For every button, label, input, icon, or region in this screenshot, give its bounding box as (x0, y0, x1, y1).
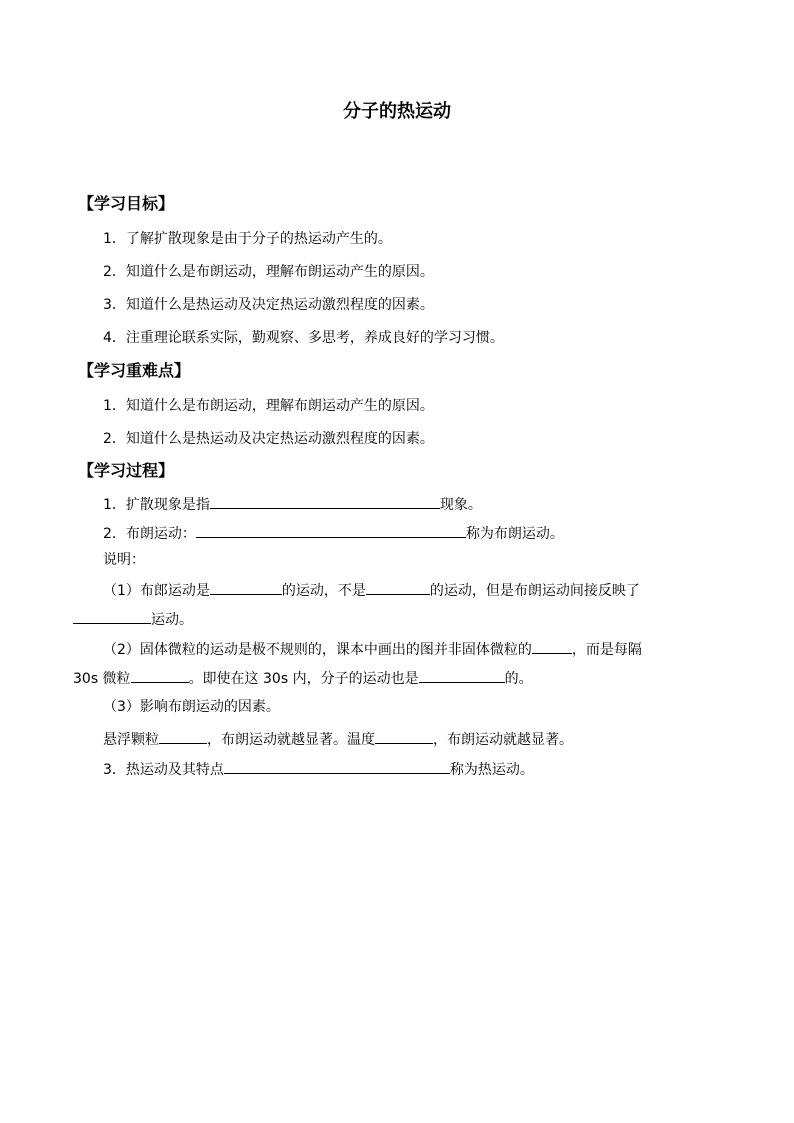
note-text: （1）布郎运动是 (103, 583, 210, 599)
answer-blank[interactable] (224, 758, 450, 774)
answer-blank[interactable] (210, 493, 440, 509)
note-1-line-2 (73, 608, 193, 630)
key-point-item: 2．知道什么是热运动及决定热运动激烈程度的因素。 (103, 431, 434, 447)
note-text: ，而是每隔 (571, 642, 642, 658)
key-point-item: 1．知道什么是布朗运动，理解布朗运动产生的原因。 (103, 398, 434, 414)
answer-blank[interactable] (196, 522, 466, 538)
note-3-detail (103, 728, 573, 750)
note-text: ，布朗运动就越显著。温度 (207, 732, 375, 748)
answer-blank[interactable] (532, 638, 572, 654)
note-2-line-2 (73, 667, 533, 689)
question-text: 1．扩散现象是指 (103, 497, 210, 513)
answer-blank[interactable] (210, 579, 282, 595)
question-text: 称为热运动。 (449, 762, 534, 778)
note-text: 。即使在这 30s 内，分子的运动也是 (188, 671, 419, 687)
objective-item: 4．注重理论联系实际，勤观察、多思考，养成良好的学习习惯。 (103, 330, 504, 346)
note-text: 运动。 (151, 612, 193, 628)
note-2-line-1 (103, 638, 642, 660)
question-text: 3．热运动及其特点 (103, 762, 224, 778)
process-question-2 (103, 522, 564, 544)
note-text: 的运动，不是 (281, 583, 366, 599)
note-text: 悬浮颗粒 (103, 732, 159, 748)
question-text: 现象。 (439, 497, 482, 513)
section-heading-key-points: 【学习重难点】 (78, 361, 191, 380)
answer-blank[interactable] (375, 728, 433, 744)
note-1-line-1 (103, 579, 640, 601)
section-heading-process: 【学习过程】 (78, 461, 175, 480)
objective-item: 3．知道什么是热运动及决定热运动激烈程度的因素。 (103, 297, 434, 313)
note-3: （3）影响布朗运动的因素。 (103, 699, 280, 715)
objective-item: 1．了解扩散现象是由于分子的热运动产生的。 (103, 231, 392, 247)
process-question-1 (103, 493, 482, 515)
note-text: （2）固体微粒的运动是极不规则的，课本中画出的图并非固体微粒的 (103, 642, 532, 658)
section-heading-objectives: 【学习目标】 (78, 194, 175, 213)
note-label: 说明： (103, 552, 145, 568)
note-text: 30s 微粒 (73, 671, 131, 687)
note-text: 的。 (504, 671, 533, 687)
answer-blank[interactable] (131, 667, 189, 683)
objective-item: 2．知道什么是布朗运动，理解布朗运动产生的原因。 (103, 264, 434, 280)
note-text: ，布朗运动就越显著。 (433, 732, 573, 748)
note-text: 的运动，但是布朗运动间接反映了 (429, 583, 640, 599)
answer-blank[interactable] (159, 728, 207, 744)
page-title: 分子的热运动 (343, 101, 451, 122)
process-question-3 (103, 758, 534, 780)
answer-blank[interactable] (419, 667, 505, 683)
answer-blank[interactable] (73, 608, 151, 624)
answer-blank[interactable] (366, 579, 430, 595)
question-text: 称为布朗运动。 (465, 526, 564, 542)
question-text: 2．布朗运动： (103, 526, 196, 542)
